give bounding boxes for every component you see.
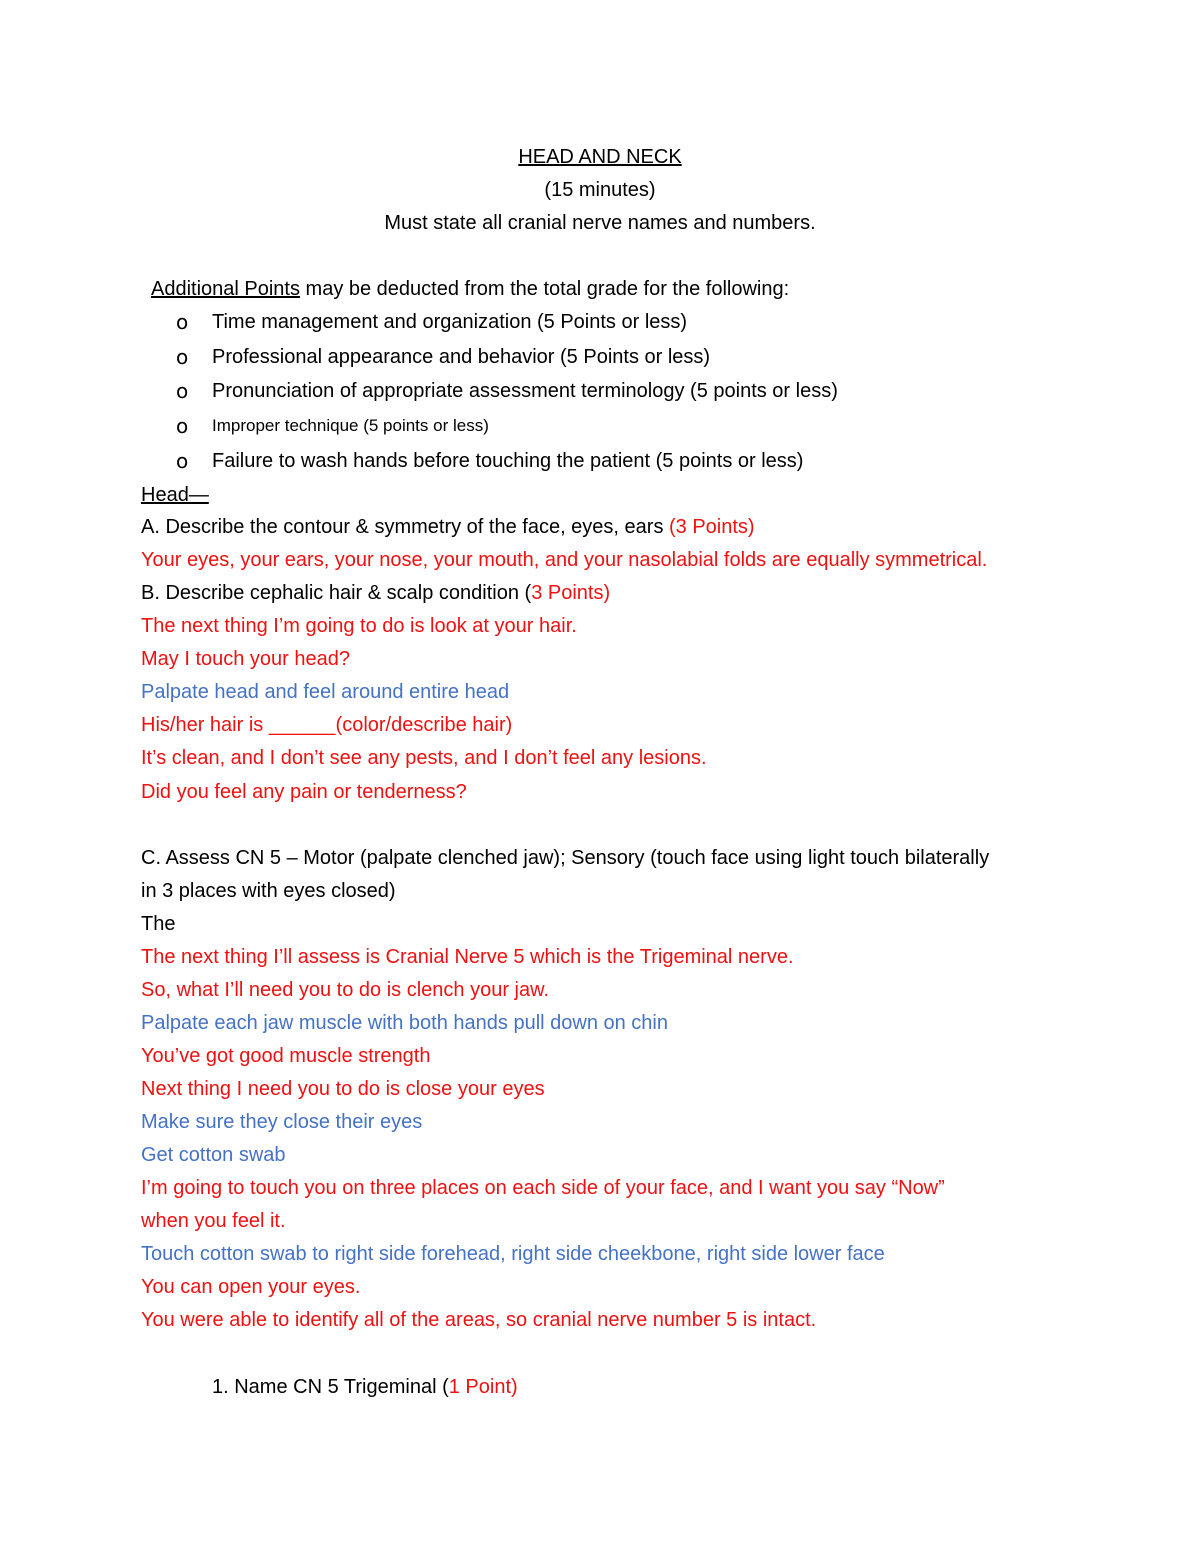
document-title: HEAD AND NECK xyxy=(518,146,682,168)
script-line: Get cotton swab xyxy=(141,1144,286,1166)
item-c-line-1: C. Assess CN 5 – Motor (palpate clenched jaw); Sensory (touch face using light touch bilaterally xyxy=(141,847,990,869)
duration-text: (15 minutes) xyxy=(544,179,656,201)
additional-points-rest: may be deducted from the total grade for the following: xyxy=(299,278,790,300)
bullet-marker-icon: o xyxy=(176,414,189,438)
script-line: His/her hair is ______(color/describe hair) xyxy=(141,714,513,736)
script-line: You’ve got good muscle strength xyxy=(141,1045,431,1067)
script-line: The next thing I’m going to do is look at your hair. xyxy=(141,615,577,637)
script-line: It’s clean, and I don’t see any pests, and I don’t feel any lesions. xyxy=(141,747,707,769)
script-line: Palpate head and feel around entire head xyxy=(141,681,510,703)
deduction-item: Professional appearance and behavior (5 Points or less) xyxy=(212,346,711,368)
script-line: The next thing I’ll assess is Cranial Nerve 5 which is the Trigeminal nerve. xyxy=(141,946,794,968)
script-line: Touch cotton swab to right side forehead, right side cheekbone, right side lower face xyxy=(141,1243,885,1265)
script-line: Make sure they close their eyes xyxy=(141,1111,423,1133)
numbered-item-1 xyxy=(212,1374,518,1400)
instruction-text: Must state all cranial nerve names and numbers. xyxy=(384,212,816,234)
item-c-the: The xyxy=(141,913,176,935)
deduction-item: Time management and organization (5 Points or less) xyxy=(212,311,688,333)
item-b-text: B. Describe cephalic hair & scalp condition ( xyxy=(141,582,532,604)
script-line: You were able to identify all of the areas, so cranial nerve number 5 is intact. xyxy=(141,1309,817,1331)
item-b-points: 3 Points) xyxy=(531,582,611,604)
head-heading: Head— xyxy=(141,484,209,506)
additional-points-label: Additional Points xyxy=(151,278,300,300)
deduction-item: Failure to wash hands before touching the patient (5 points or less) xyxy=(212,450,804,472)
script-line: when you feel it. xyxy=(141,1210,286,1232)
script-line: Next thing I need you to do is close your eyes xyxy=(141,1078,545,1100)
script-line: You can open your eyes. xyxy=(141,1276,361,1298)
item-a-line xyxy=(141,514,755,540)
script-line: I’m going to touch you on three places on each side of your face, and I want you say “Now” xyxy=(141,1177,945,1199)
bullet-marker-icon: o xyxy=(176,310,189,334)
additional-points-intro xyxy=(151,276,789,302)
script-line: Palpate each jaw muscle with both hands pull down on chin xyxy=(141,1012,668,1034)
numbered-item-1-points: 1 Point) xyxy=(448,1376,518,1398)
numbered-item-1-text: 1. Name CN 5 Trigeminal ( xyxy=(212,1376,449,1398)
bullet-marker-icon: o xyxy=(176,449,189,473)
deduction-item: Improper technique (5 points or less) xyxy=(212,416,489,435)
bullet-marker-icon: o xyxy=(176,345,189,369)
script-line: Did you feel any pain or tenderness? xyxy=(141,781,467,803)
item-b-line xyxy=(141,580,610,606)
deduction-item: Pronunciation of appropriate assessment terminology (5 points or less) xyxy=(212,380,838,402)
item-a-text: A. Describe the contour & symmetry of the face, eyes, ears xyxy=(141,516,669,538)
item-c-line-2: in 3 places with eyes closed) xyxy=(141,880,396,902)
item-a-points: (3 Points) xyxy=(669,516,755,538)
item-a-script: Your eyes, your ears, your nose, your mouth, and your nasolabial folds are equally symmetrical. xyxy=(141,549,988,571)
script-line: So, what I’ll need you to do is clench your jaw. xyxy=(141,979,550,1001)
bullet-marker-icon: o xyxy=(176,379,189,403)
script-line: May I touch your head? xyxy=(141,648,351,670)
